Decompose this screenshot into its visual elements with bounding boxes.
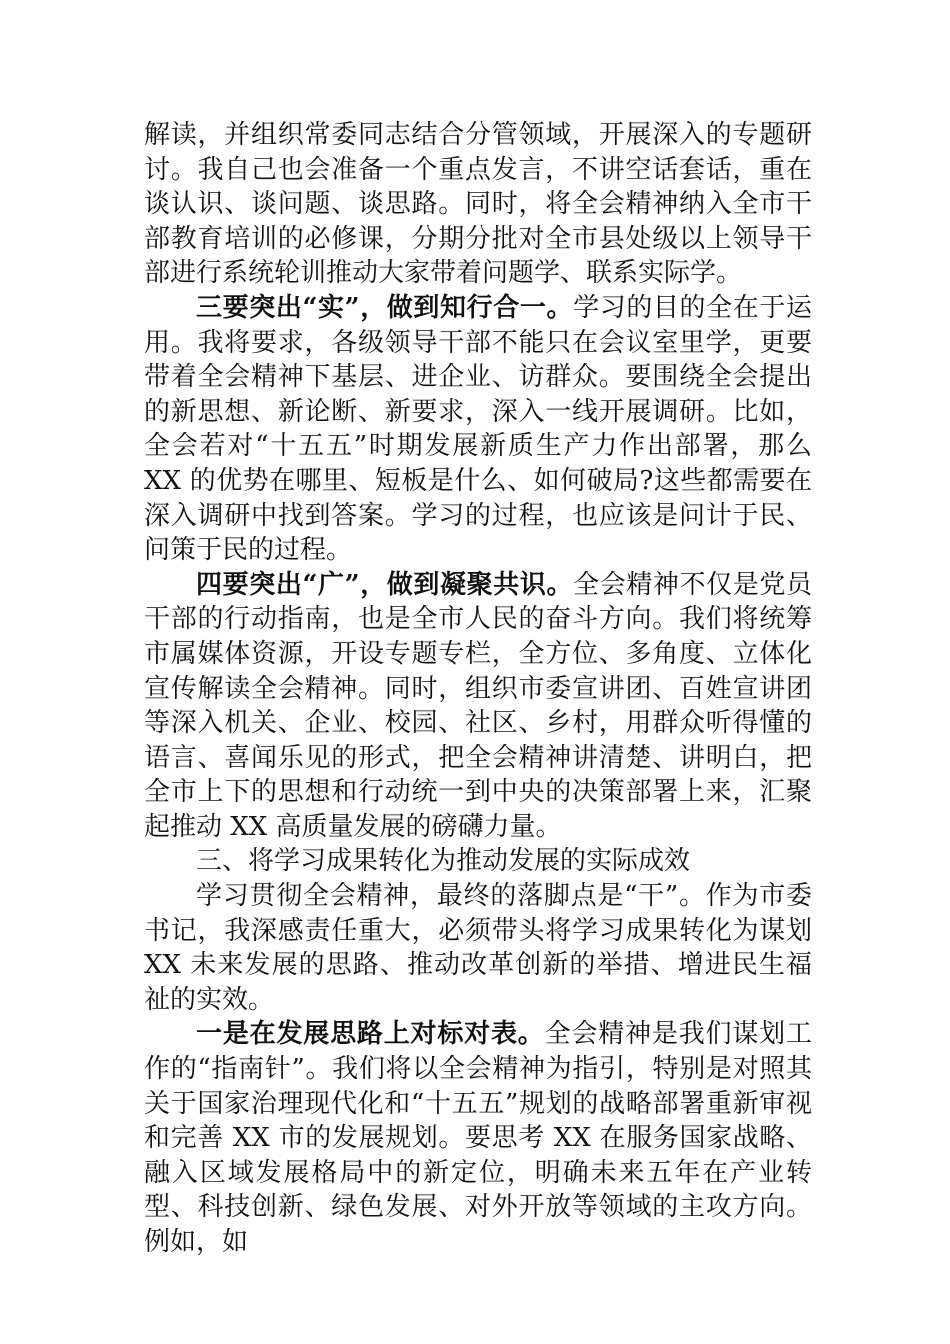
paragraph-text: 学习的目的全在于运用。我将要求，各级领导干部不能只在会议室里学，更要带着全会精神下基层、进企业、访群众。要围绕全会提出的新思想、新论断、新要求，深入一线开展调研。比如，全会若对“十五五”时期发展新质生产力作出部署，那么 XX 的优势在哪里、短板是什么、如何破局?这些都需要在深入调研中找到答案。学习的过程，也应该是问计于民、问策于民的过程。 [144, 292, 812, 566]
paragraph-item-one [144, 1017, 812, 1259]
section-heading-text: 三、将学习成果转化为推动发展的实际成效 [196, 846, 691, 877]
paragraph-section-intro [144, 879, 812, 1017]
paragraph-point-three [144, 291, 812, 568]
document-page [144, 118, 812, 1260]
paragraph-text: 全会精神是我们谋划工作的“指南针”。我们将以全会精神为指引，特别是对照其关于国家治理现代化和“十五五”规划的战略部署重新审视和完善 XX 市的发展规划。要思考 XX 在服务国家战略、融入区域发展格局中的新定位，明确未来五年在产业转型、科技创新、绿色发展、对外开放等领域的主攻方向。例如，如 [144, 1019, 812, 1257]
paragraph-point-four [144, 568, 812, 845]
paragraph-text: 全会精神不仅是党员干部的行动指南，也是全市人民的奋斗方向。我们将统筹市属媒体资源，开设专题专栏，全方位、多角度、立体化宣传解读全会精神。同时，组织市委宣讲团、百姓宣讲团等深入机关、企业、校园、社区、乡村，用群众听得懂的语言、喜闻乐见的形式，把全会精神讲清楚、讲明白，把全市上下的思想和行动统一到中央的决策部署上来，汇聚起推动 XX 高质量发展的磅礴力量。 [144, 569, 812, 842]
paragraph-continuation [144, 118, 812, 291]
paragraph-lead: 四要突出“广”，做到凝聚共识。 [196, 569, 574, 600]
section-heading [144, 844, 812, 879]
paragraph-lead: 三要突出“实”，做到知行合一。 [196, 292, 574, 323]
paragraph-lead: 一是在发展思路上对标对表。 [196, 1019, 545, 1050]
paragraph-text: 学习贯彻全会精神，最终的落脚点是“干”。作为市委书记，我深感责任重大，必须带头将学习成果转化为谋划 XX 未来发展的思路、推动改革创新的举措、增进民生福祉的实效。 [144, 881, 812, 1015]
paragraph-text: 解读，并组织常委同志结合分管领域，开展深入的专题研讨。我自己也会准备一个重点发言，不讲空话套话，重在谈认识、谈问题、谈思路。同时，将全会精神纳入全市干部教育培训的必修课，分期分批对全市县处级以上领导干部进行系统轮训推动大家带着问题学、联系实际学。 [144, 120, 812, 289]
